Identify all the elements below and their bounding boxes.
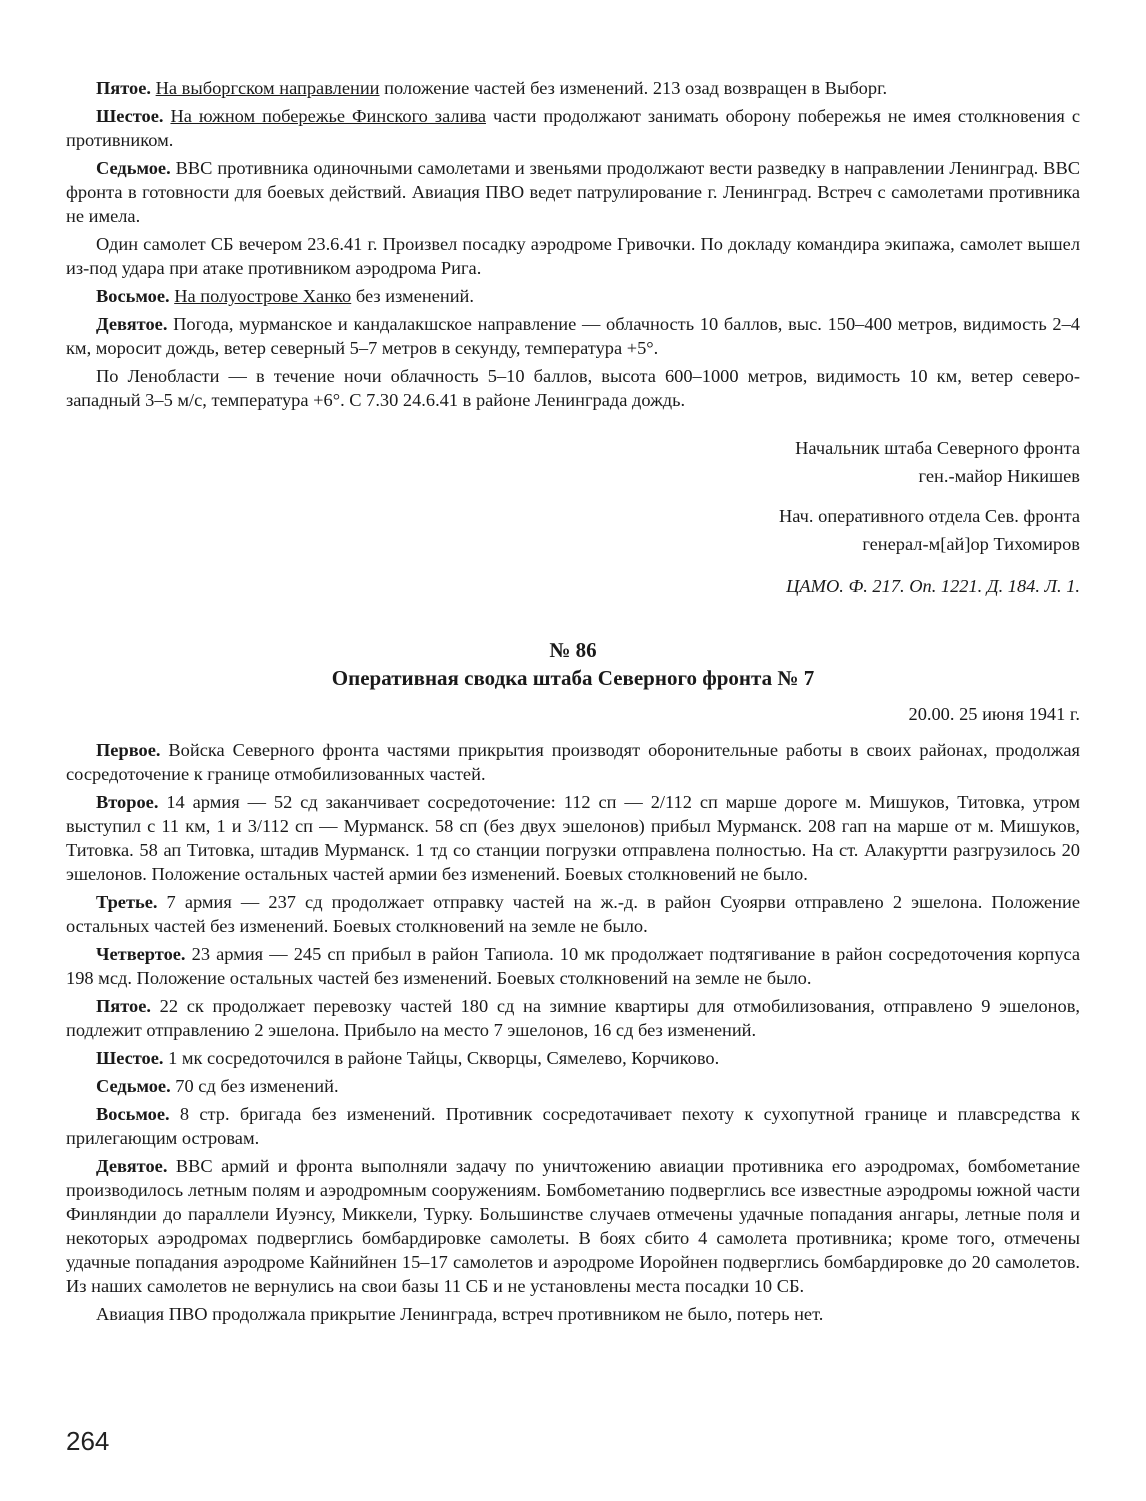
paragraph-lead: Четвертое.: [96, 944, 186, 964]
paragraph-lead: Седьмое.: [96, 158, 171, 178]
page-number: 264: [66, 1426, 110, 1456]
document-number: № 86: [549, 638, 597, 662]
paragraph-text: 7 армия — 237 сд продолжает отправку частей на ж.-д. в район Суоярви отправлено 2 эшелона. Положение остальных частей без изменений. Боевых столкновений на земле не было.: [66, 892, 1080, 936]
signature-block-chief-of-staff: [66, 436, 1080, 488]
paragraph-air-defense: Авиация ПВО продолжала прикрытие Ленинграда, встреч противником не было, потерь нет.: [96, 1304, 824, 1324]
paragraph-text: ВВС армий и фронта выполняли задачу по уничтожению авиации противника его аэродромах, бомбометание производилось летным полям и аэродромным сооружениям. Бомбометанию подверглись все известные аэродромы южной части Финляндии до параллели Иуэнсу, Миккели, Турку. Большинстве случаев отмечены удачные попадания ангары, летные поля и некоторых аэродромах подверглись бомбардировке самолеты. В боях сбито 4 самолета противника; кроме того, отмечены удачные попадания аэродроме Кайнийнен 15–17 самолетов и аэродроме Иоройнен подверглись бомбардировке до 20 самолетов. Из наших самолетов не вернулись на свои базы 11 СБ и не установлены места посадки 10 СБ.: [66, 1156, 1080, 1296]
paragraph-fifth: [66, 994, 1080, 1042]
paragraph-eighth: [66, 1102, 1080, 1150]
paragraph-text: 70 сд без изменений.: [170, 1076, 339, 1096]
signature-name: ген.-майор Никишев: [918, 466, 1080, 486]
paragraph-lead: Третье.: [96, 892, 158, 912]
paragraph-sixth-top: [66, 104, 1080, 152]
signature-name: генерал-м[ай]ор Тихомиров: [862, 534, 1080, 554]
paragraph-seventh-top: [66, 156, 1080, 228]
paragraph-seventh-continued: Один самолет СБ вечером 23.6.41 г. Произвел посадку аэродроме Гривочки. По докладу командира экипажа, самолет вышел из-под удара при атаке противником аэродрома Рига.: [66, 234, 1080, 278]
paragraph-lead: Второе.: [96, 792, 159, 812]
paragraph-text: 8 стр. бригада без изменений. Противник сосредотачивает пехоту к сухопутной границе и плавсредства к прилегающим островам.: [66, 1104, 1080, 1148]
paragraph-sixth: [66, 1046, 1080, 1070]
paragraph-lead: Пятое.: [96, 996, 152, 1016]
paragraph-lead: Восьмое.: [96, 1104, 170, 1124]
paragraph-lead: Восьмое.: [96, 286, 170, 306]
paragraph-eighth-top: [66, 284, 1080, 308]
paragraph-text: Войска Северного фронта частями прикрытия производят оборонительные работы в своих районах, продолжая сосредоточение к границе отмобилизованных частей.: [66, 740, 1080, 784]
paragraph-text: 14 армия — 52 сд заканчивает сосредоточение: 112 сп — 2/112 сп марше дороге м. Мишуков, Титовка, утром выступил с 11 км, 1 и 3/112 сп — Мурманск. 58 сп (без двух эшелонов) прибыл Мурманск. 208 гап на марше от м. Мишуков, Титовка. 58 ап Титовка, штадив Мурманск. 1 тд со станции погрузки отправлена полностью. На ст. Алакуртти разгрузилось 20 эшелонов. Положение остальных частей армии без изменений. Боевых столкновений не было.: [66, 792, 1080, 884]
paragraph-text: Погода, мурманское и кандалакшское направление — облачность 10 баллов, выс. 150–400 метров, видимость 2–4 км, моросит дождь, ветер северный 5–7 метров в секунду, температура +5°.: [66, 314, 1080, 358]
paragraph-text: положение частей без изменений. 213 озад возвращен в Выборг.: [379, 78, 888, 98]
paragraph-lead: Девятое.: [96, 314, 168, 334]
signature-position: Нач. оперативного отдела Сев. фронта: [778, 506, 1080, 526]
archive-reference: ЦАМО. Ф. 217. Оп. 1221. Д. 184. Л. 1.: [786, 576, 1080, 596]
paragraph-third: [66, 890, 1080, 938]
paragraph-lead: Девятое.: [96, 1156, 168, 1176]
document-title: Оперативная сводка штаба Северного фронта № 7: [331, 666, 815, 690]
paragraph-second: [66, 790, 1080, 886]
paragraph-text: 1 мк сосредоточился в районе Тайцы, Скворцы, Сямелево, Корчиково.: [163, 1048, 720, 1068]
document-date: 20.00. 25 июня 1941 г.: [908, 704, 1080, 724]
signature-block-operations-chief: [66, 504, 1080, 556]
paragraph-fifth-top: [66, 76, 1080, 100]
paragraph-text: 23 армия — 245 сп прибыл в район Тапиола. 10 мк продолжает подтягивание в район сосредоточения корпуса 198 мсд. Положение остальных частей без изменений. Боевых столкновений на земле не было.: [66, 944, 1080, 988]
underlined-direction: На полуострове Ханко: [174, 286, 352, 306]
document-page: [66, 76, 1080, 1326]
underlined-direction: На южном побережье Финского залива: [170, 106, 487, 126]
paragraph-lead: Седьмое.: [96, 1076, 171, 1096]
paragraph-ninth: [66, 1154, 1080, 1298]
paragraph-fourth: [66, 942, 1080, 990]
underlined-direction: На выборгском направлении: [155, 78, 380, 98]
paragraph-lead: Шестое.: [96, 106, 164, 126]
paragraph-ninth-continued: По Ленобласти — в течение ночи облачность 5–10 баллов, высота 600–1000 метров, видимость 10 км, ветер северо-западный 3–5 м/с, температура +6°. С 7.30 24.6.41 в районе Ленинграда дождь.: [66, 366, 1080, 410]
paragraph-seventh: [66, 1074, 1080, 1098]
paragraph-first: [66, 738, 1080, 786]
paragraph-text: без изменений.: [351, 286, 474, 306]
paragraph-lead: Первое.: [96, 740, 161, 760]
paragraph-text: части продолжают занимать оборону побережья не имея столкновения с противником.: [66, 106, 1080, 150]
signature-position: Начальник штаба Северного фронта: [795, 438, 1080, 458]
paragraph-ninth-top: [66, 312, 1080, 360]
paragraph-lead: Пятое.: [96, 78, 152, 98]
paragraph-lead: Шестое.: [96, 1048, 164, 1068]
paragraph-text: ВВС противника одиночными самолетами и звеньями продолжают вести разведку в направлении Ленинград. ВВС фронта в готовности для боевых действий. Авиация ПВО ведет патрулирование г. Ленинград. Встреч с самолетами противника не имела.: [66, 158, 1080, 226]
paragraph-text: 22 ск продолжает перевозку частей 180 сд на зимние квартиры для отмобилизования, отправлено 9 эшелонов, подлежит отправлению 2 эшелона. Прибыло на место 7 эшелонов, 16 сд без изменений.: [66, 996, 1080, 1040]
